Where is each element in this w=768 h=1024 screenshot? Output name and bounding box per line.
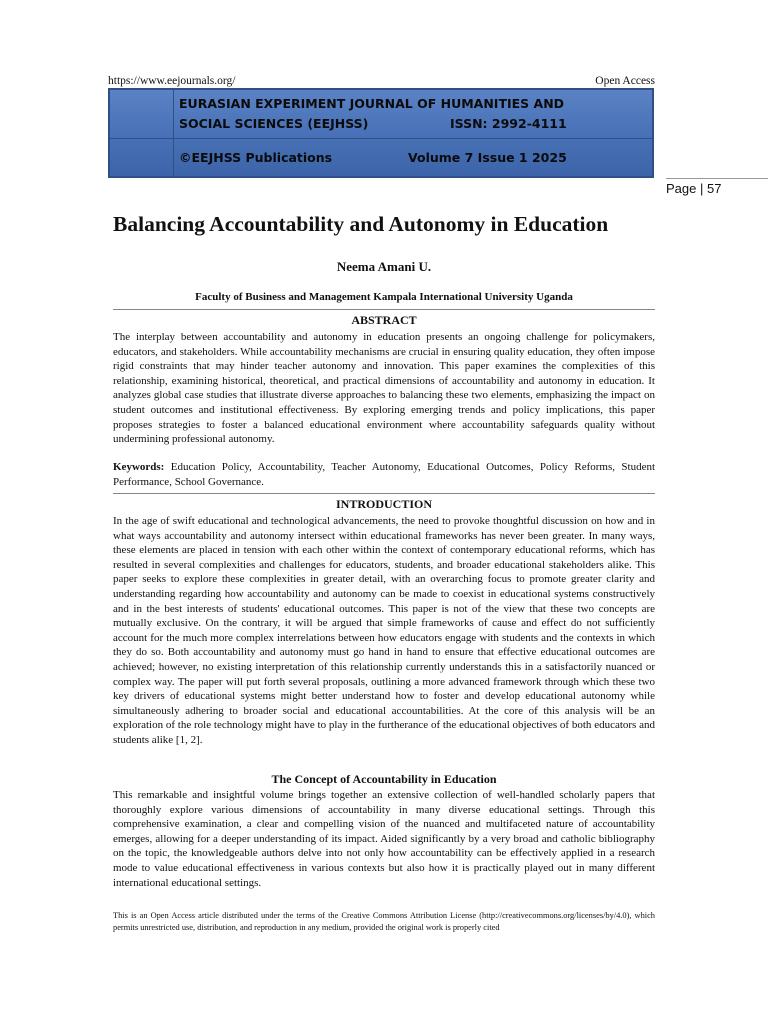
journal-name-line2: SOCIAL SCIENCES (EEJHSS)	[179, 116, 369, 131]
journal-url[interactable]: https://www.eejournals.org/	[108, 75, 236, 87]
introduction-text: In the age of swift educational and technological advancements, the need to provoke thoughtful discussion on how and in what ways accountability and autonomy intersect within educational frameworks has never been greater. In many ways, these elements are placed in tension with each other within the context of contemporary educational reforms, which has resulted in several complexities and challenges for educators, students, and broader educational stakeholders alike. This paper seeks to explore these complexities in greater detail, with an overarching focus to promote greater clarity and understanding regarding how accountability and autonomy can be made to coexist in educational systems constructively and in the best interests of students' educational outcomes. This paper is not of the view that these two concepts are mutually exclusive. On the contrary, it will be argued that simple frameworks of cause and effect do not sufficiently account for the much more complex interrelations between how educators engage with students and the contexts in which they do so. Both accountability and autonomy must go hand in hand to ensure that effective educational outcomes are achieved; however, no existing interpretation of this relationship currently understands this in a satisfactorily nuanced or complex way. The paper will put forth several proposals, outlining a more advanced framework through which these two key drivers of educational systems might better understand how to foster and develop educational autonomy while simultaneously adhering to broader social and educational accountabilities. At the core of this analysis will be an exploration of the role technology might have to play in the furtherance of the educational objectives of both educators and students alike [1, 2].	[113, 515, 655, 746]
introduction-heading: INTRODUCTION	[335, 497, 432, 511]
concept-text: This remarkable and insightful volume brings together an extensive collection of well-handled scholarly papers that thoroughly explore various dimensions of accountability in many diverse educational settings. Through this comprehensive examination, a clear and compelling vision of the nuanced and multifaceted nature of accountability emerges, allowing for a deeper understanding of its impact. Aided significantly by a very broad and catholic bibliography on the topic, the knowledgeable authors delve into not only how accountability can be effectively applied in a research mode to value educational effectiveness in various contexts but also how it is practically played out in many different international educational settings.	[113, 789, 655, 889]
concept-heading: The Concept of Accountability in Education	[271, 772, 497, 786]
volume-issue: Volume 7 Issue 1 2025	[408, 150, 567, 165]
journal-name-line1: EURASIAN EXPERIMENT JOURNAL OF HUMANITIES AND	[179, 96, 565, 111]
license-footnote: This is an Open Access article distributed under the terms of the Creative Commons Attribution License (http://creativecommons.org/licenses/by/4.0), which permits unrestricted use, distribution, and reproduction in any medium, provided the original work is properly cited	[113, 911, 655, 932]
page-number-rule	[666, 178, 768, 179]
article-title: Balancing Accountability and Autonomy in Education	[113, 212, 609, 236]
rule-top-abstract	[113, 309, 655, 310]
keywords	[113, 460, 655, 489]
open-access-label: Open Access	[595, 75, 655, 87]
issn: ISSN: 2992-4111	[450, 116, 567, 131]
keywords-list: Education Policy, Accountability, Teacher Autonomy, Educational Outcomes, Policy Reforms, Student Performance, School Governance.	[113, 461, 656, 488]
journal-banner	[108, 88, 654, 178]
banner-divider-horizontal	[110, 138, 652, 139]
abstract-text: The interplay between accountability and autonomy in education presents an ongoing challenge for policymakers, educators, and stakeholders. While accountability mechanisms are crucial in ensuring quality education, they often impose rigid constraints that may hinder teacher autonomy and innovation. This paper examines the complexities of this relationship, examining historical, theoretical, and practical dimensions of accountability and autonomy in education. It analyzes global case studies that illustrate diverse approaches to balancing these two elements, emphasizing the impact on student outcomes and institutional effectiveness. By exploring emerging trends and policy implications, this paper proposes strategies to foster a balanced educational environment where accountability safeguards quality without undermining professional autonomy.	[113, 331, 655, 446]
page-number: Page | 57	[666, 181, 722, 196]
author: Neema Amani U.	[336, 259, 432, 274]
rule-intro	[113, 493, 655, 494]
banner-divider-vertical	[173, 90, 174, 176]
keywords-label: Keywords:	[113, 461, 165, 473]
abstract-heading: ABSTRACT	[351, 313, 417, 327]
publisher: ©EEJHSS Publications	[179, 150, 333, 165]
affiliation: Faculty of Business and Management Kampala International University Uganda	[195, 291, 573, 303]
